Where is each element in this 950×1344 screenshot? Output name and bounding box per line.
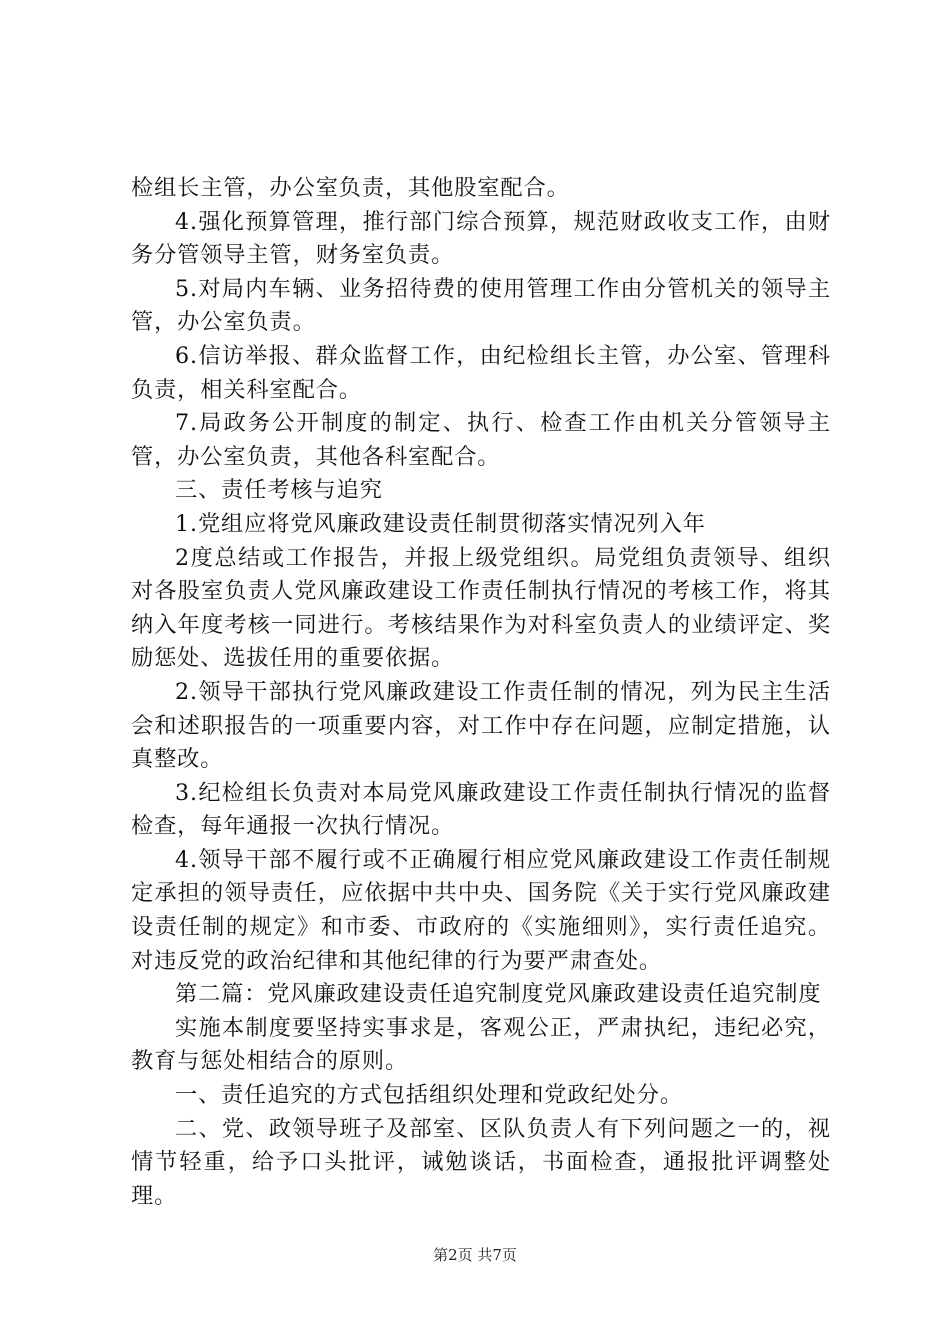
- paragraph: 实施本制度要坚持实事求是，客观公正，严肃执纪，违纪必究，教育与惩处相结合的原则。: [131, 1014, 831, 1075]
- section-heading: 三、责任考核与追究: [175, 477, 383, 504]
- paragraph: 4.领导干部不履行或不正确履行相应党风廉政建设工作责任制规定承担的领导责任，应依据中共中央、国务院《关于实行党风廉政建设责任制的规定》和市委、市政府的《实施细则》，实行责任追究。对违反党的政治纪律和其他纪律的行为要严肃查处。: [131, 846, 831, 974]
- page-footer: [0, 1245, 950, 1265]
- paragraph: 一、责任追究的方式包括组织处理和党政纪处分。: [175, 1082, 683, 1109]
- paragraph: 7.局政务公开制度的制定、执行、检查工作由机关分管领导主管，办公室负责，其他各科室配合。: [131, 410, 831, 470]
- paragraph: 6.信访举报、群众监督工作，由纪检组长主管，办公室、管理科负责，相关科室配合。: [131, 342, 831, 403]
- paragraph: 1.党组应将党风廉政建设责任制贯彻落实情况列入年: [175, 510, 706, 537]
- paragraph: 检组长主管，办公室负责，其他股室配合。: [131, 175, 570, 201]
- paragraph: 5.对局内车辆、业务招待费的使用管理工作由分管机关的领导主管，办公室负责。: [131, 275, 831, 336]
- paragraph: 2度总结或工作报告，并报上级党组织。局党组负责领导、组织对各股室负责人党风廉政建设工作责任制执行情况的考核工作，将其纳入年度考核一同进行。考核结果作为对科室负责人的业绩评定、奖励惩处、选拔任用的重要依据。: [131, 544, 831, 672]
- chapter-heading: 第二篇：党风廉政建设责任追究制度党风廉政建设责任追究制度: [175, 981, 822, 1008]
- paragraph: 2.领导干部执行党风廉政建设工作责任制的情况，列为民主生活会和述职报告的一项重要内容，对工作中存在问题，应制定措施，认真整改。: [131, 678, 831, 773]
- paragraph: 二、党、政领导班子及部室、区队负责人有下列问题之一的，视情节轻重，给予口头批评，诫勉谈话，书面检查，通报批评调整处理。: [131, 1115, 831, 1209]
- paragraph: 4.强化预算管理，推行部门综合预算，规范财政收支工作，由财务分管领导主管，财务室负责。: [131, 208, 831, 269]
- page-number: 第2页 共7页: [433, 1246, 517, 1264]
- document-body: [131, 172, 831, 1213]
- paragraph: 3.纪检组长负责对本局党风廉政建设工作责任制执行情况的监督检查，每年通报一次执行情况。: [131, 779, 831, 840]
